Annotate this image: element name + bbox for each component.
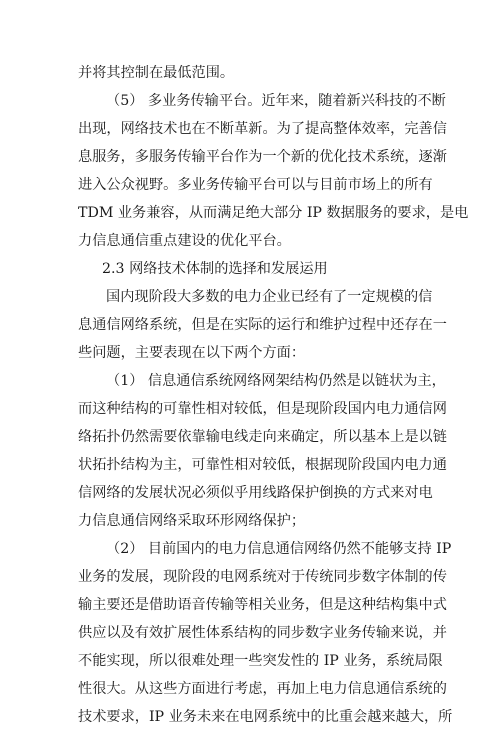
text-line: 业务的发展，现阶段的电网系统对于传统同步数字体制的传 — [78, 569, 447, 585]
text-line: 络拓扑仍然需要依靠输电线走向来确定，所以基本上是以链 — [78, 429, 447, 445]
text-line: 些问题，主要表现在以下两个方面： — [78, 345, 306, 361]
text-line: 国内现阶段大多数的电力企业已经有了一定规模的信 — [106, 289, 433, 305]
text-line: 力信息通信重点建设的优化平台。 — [78, 233, 291, 249]
text-line: 性很大。从这些方面进行考虑，再加上电力信息通信系统的 — [78, 681, 447, 697]
text-line: 而这种结构的可靠性相对较低，但是现阶段国内电力通信网 — [78, 401, 447, 417]
text-line: 力信息通信网络采取环形网络保护； — [78, 513, 306, 529]
text-line: （5） 多业务传输平台。近年来，随着新兴科技的不断 — [106, 93, 446, 109]
text-line: 不能实现，所以很难处理一些突发性的 IP 业务，系统局限 — [78, 653, 443, 669]
text-line: TDM 业务兼容，从而满足绝大部分 IP 数据服务的要求，是电 — [78, 205, 469, 221]
section-heading: 2.3 网络技术体制的选择和发展运用 — [102, 261, 328, 277]
text-line: 息服务，多服务传输平台作为一个新的优化技术系统，逐渐 — [78, 149, 447, 165]
text-line: 息通信网络系统，但是在实际的运行和维护过程中还存在一 — [78, 317, 447, 333]
text-line: 出现，网络技术也在不断革新。为了提高整体效率，完善信 — [78, 121, 447, 137]
text-line: （1） 信息通信系统网络网架结构仍然是以链状为主， — [106, 373, 446, 389]
text-line: 并将其控制在最低范围。 — [78, 65, 235, 81]
text-line: 输主要还是借助语音传输等相关业务，但是这种结构集中式 — [78, 597, 447, 613]
text-line: 信网络的发展状况必须似乎用线路保护倒换的方式来对电 — [78, 485, 433, 501]
text-line: （2） 目前国内的电力信息通信网络仍然不能够支持 IP — [106, 541, 452, 557]
text-line: 状拓扑结构为主，可靠性相对较低，根据现阶段国内电力通 — [78, 457, 447, 473]
text-line: 进入公众视野。多业务传输平台可以与目前市场上的所有 — [78, 177, 433, 193]
text-line: 技术要求，IP 业务未来在电网系统中的比重会越来越大，所 — [78, 709, 453, 725]
text-line: 供应以及有效扩展性体系结构的同步数字业务传输来说，并 — [78, 625, 447, 641]
